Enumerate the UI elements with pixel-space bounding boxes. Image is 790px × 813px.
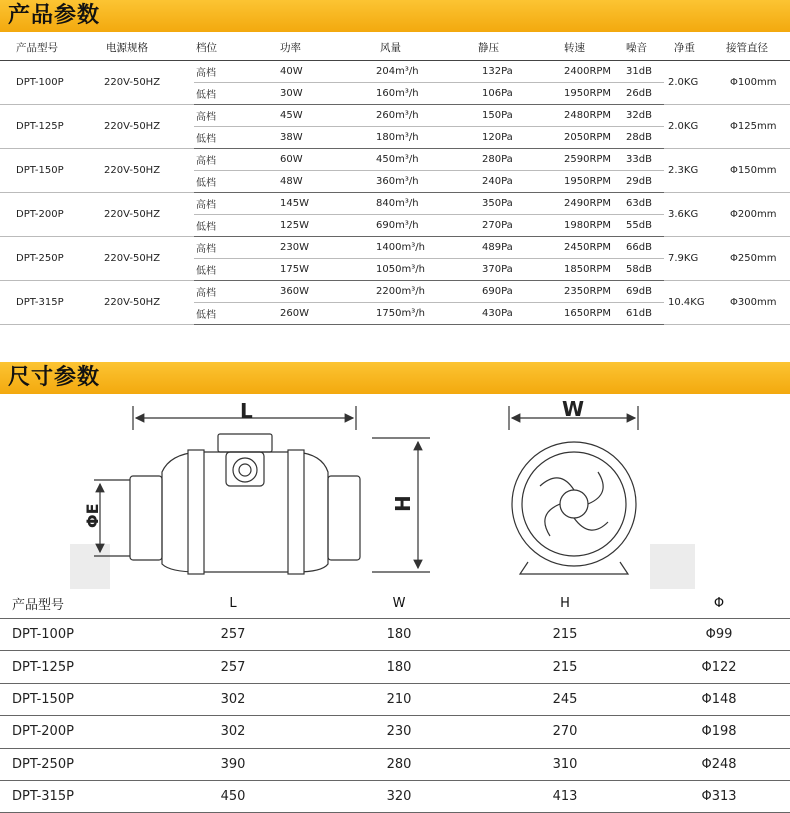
speed-cell: 1980RPM (536, 215, 622, 237)
dim-h-cell: 245 (482, 683, 648, 715)
dim-model-cell: DPT-125P (0, 651, 150, 683)
voltage-cell: 220V-50HZ (98, 105, 194, 149)
dim-header-diameter: Φ (648, 588, 790, 619)
table-row (0, 716, 790, 748)
spec-header-row (0, 34, 790, 61)
model-cell: DPT-100P (0, 61, 98, 105)
airflow-cell: 840m³/h (346, 193, 450, 215)
pipe-cell: Φ100mm (724, 61, 790, 105)
gear-cell: 低档 (194, 259, 274, 281)
table-row (0, 105, 790, 127)
pressure-cell: 350Pa (450, 193, 536, 215)
airflow-cell: 1050m³/h (346, 259, 450, 281)
dim-h-cell: 413 (482, 780, 648, 812)
dim-diameter-cell: Φ122 (648, 651, 790, 683)
gear-cell: 低档 (194, 303, 274, 325)
airflow-cell: 180m³/h (346, 127, 450, 149)
width-label: W (562, 397, 585, 421)
dim-diameter-cell: Φ148 (648, 683, 790, 715)
gear-cell: 高档 (194, 149, 274, 171)
noise-cell: 33dB (622, 149, 664, 171)
dim-header-model: 产品型号 (0, 588, 150, 619)
noise-cell: 28dB (622, 127, 664, 149)
length-label: L (240, 399, 253, 423)
dim-header-l: L (150, 588, 316, 619)
noise-cell: 55dB (622, 215, 664, 237)
diameter-label: ΦE (83, 503, 102, 528)
power-cell: 40W (274, 61, 346, 83)
fan-drawing (0, 394, 790, 594)
model-cell: DPT-315P (0, 281, 98, 325)
weight-cell: 2.3KG (664, 149, 724, 193)
airflow-cell: 204m³/h (346, 61, 450, 83)
pipe-cell: Φ150mm (724, 149, 790, 193)
pressure-cell: 270Pa (450, 215, 536, 237)
airflow-cell: 360m³/h (346, 171, 450, 193)
dim-header-w: W (316, 588, 482, 619)
speed-cell: 2490RPM (536, 193, 622, 215)
model-cell: DPT-200P (0, 193, 98, 237)
section-title-dimension-params: 尺寸参数 (0, 362, 790, 394)
dim-diameter-cell: Φ248 (648, 748, 790, 780)
pressure-cell: 489Pa (450, 237, 536, 259)
gear-cell: 高档 (194, 237, 274, 259)
gear-cell: 高档 (194, 281, 274, 303)
dim-model-cell: DPT-200P (0, 716, 150, 748)
pressure-cell: 430Pa (450, 303, 536, 325)
fan-drawing-svg (0, 394, 790, 594)
header-speed: 转速 (536, 34, 622, 61)
table-row (0, 281, 790, 303)
power-cell: 175W (274, 259, 346, 281)
dim-h-cell: 215 (482, 619, 648, 651)
weight-cell: 2.0KG (664, 61, 724, 105)
dim-w-cell: 230 (316, 716, 482, 748)
voltage-cell: 220V-50HZ (98, 149, 194, 193)
table-row (0, 619, 790, 651)
table-row (0, 651, 790, 683)
speed-cell: 2400RPM (536, 61, 622, 83)
gear-cell: 低档 (194, 215, 274, 237)
dim-w-cell: 180 (316, 651, 482, 683)
dimension-table (0, 588, 790, 813)
speed-cell: 2480RPM (536, 105, 622, 127)
dim-l-cell: 257 (150, 619, 316, 651)
spec-table (0, 34, 790, 325)
speed-cell: 1950RPM (536, 83, 622, 105)
gear-cell: 低档 (194, 127, 274, 149)
header-weight: 净重 (664, 34, 724, 61)
table-row (0, 683, 790, 715)
dim-l-cell: 257 (150, 651, 316, 683)
header-gear: 档位 (194, 34, 274, 61)
power-cell: 38W (274, 127, 346, 149)
speed-cell: 2590RPM (536, 149, 622, 171)
dimension-header-row (0, 588, 790, 619)
weight-cell: 7.9KG (664, 237, 724, 281)
noise-cell: 58dB (622, 259, 664, 281)
dim-h-cell: 310 (482, 748, 648, 780)
weight-cell: 2.0KG (664, 105, 724, 149)
header-noise: 噪音 (622, 34, 664, 61)
airflow-cell: 690m³/h (346, 215, 450, 237)
header-pressure: 静压 (450, 34, 536, 61)
model-cell: DPT-125P (0, 105, 98, 149)
header-power: 功率 (274, 34, 346, 61)
dim-model-cell: DPT-150P (0, 683, 150, 715)
speed-cell: 1650RPM (536, 303, 622, 325)
dim-model-cell: DPT-315P (0, 780, 150, 812)
power-cell: 60W (274, 149, 346, 171)
header-airflow: 风量 (346, 34, 450, 61)
gear-cell: 低档 (194, 171, 274, 193)
dim-l-cell: 302 (150, 716, 316, 748)
dim-l-cell: 302 (150, 683, 316, 715)
dim-diameter-cell: Φ313 (648, 780, 790, 812)
table-row (0, 61, 790, 83)
noise-cell: 26dB (622, 83, 664, 105)
pressure-cell: 280Pa (450, 149, 536, 171)
dim-w-cell: 180 (316, 619, 482, 651)
gear-cell: 高档 (194, 61, 274, 83)
noise-cell: 63dB (622, 193, 664, 215)
gear-cell: 高档 (194, 193, 274, 215)
speed-cell: 1950RPM (536, 171, 622, 193)
dim-h-cell: 270 (482, 716, 648, 748)
table-row (0, 237, 790, 259)
pressure-cell: 120Pa (450, 127, 536, 149)
weight-cell: 3.6KG (664, 193, 724, 237)
weight-cell: 10.4KG (664, 281, 724, 325)
speed-cell: 2350RPM (536, 281, 622, 303)
power-cell: 145W (274, 193, 346, 215)
dim-w-cell: 320 (316, 780, 482, 812)
dim-h-cell: 215 (482, 651, 648, 683)
noise-cell: 29dB (622, 171, 664, 193)
dim-model-cell: DPT-250P (0, 748, 150, 780)
noise-cell: 31dB (622, 61, 664, 83)
speed-cell: 2050RPM (536, 127, 622, 149)
pipe-cell: Φ300mm (724, 281, 790, 325)
table-row (0, 149, 790, 171)
speed-cell: 2450RPM (536, 237, 622, 259)
voltage-cell: 220V-50HZ (98, 61, 194, 105)
header-voltage: 电源规格 (98, 34, 194, 61)
dim-header-h: H (482, 588, 648, 619)
side-view (94, 406, 430, 574)
dim-model-cell: DPT-100P (0, 619, 150, 651)
speed-cell: 1850RPM (536, 259, 622, 281)
pressure-cell: 150Pa (450, 105, 536, 127)
model-cell: DPT-150P (0, 149, 98, 193)
noise-cell: 69dB (622, 281, 664, 303)
airflow-cell: 2200m³/h (346, 281, 450, 303)
front-view (509, 406, 638, 574)
airflow-cell: 160m³/h (346, 83, 450, 105)
airflow-cell: 1400m³/h (346, 237, 450, 259)
dim-w-cell: 210 (316, 683, 482, 715)
pressure-cell: 690Pa (450, 281, 536, 303)
dim-diameter-cell: Φ198 (648, 716, 790, 748)
noise-cell: 32dB (622, 105, 664, 127)
table-row (0, 193, 790, 215)
power-cell: 125W (274, 215, 346, 237)
table-row (0, 748, 790, 780)
voltage-cell: 220V-50HZ (98, 281, 194, 325)
voltage-cell: 220V-50HZ (98, 193, 194, 237)
airflow-cell: 450m³/h (346, 149, 450, 171)
power-cell: 45W (274, 105, 346, 127)
pressure-cell: 132Pa (450, 61, 536, 83)
pipe-cell: Φ250mm (724, 237, 790, 281)
pipe-cell: Φ125mm (724, 105, 790, 149)
noise-cell: 66dB (622, 237, 664, 259)
height-label: H (391, 495, 415, 512)
power-cell: 260W (274, 303, 346, 325)
dim-diameter-cell: Φ99 (648, 619, 790, 651)
power-cell: 360W (274, 281, 346, 303)
power-cell: 30W (274, 83, 346, 105)
noise-cell: 61dB (622, 303, 664, 325)
gear-cell: 低档 (194, 83, 274, 105)
section-title-product-params: 产品参数 (0, 0, 790, 32)
airflow-cell: 1750m³/h (346, 303, 450, 325)
dim-w-cell: 280 (316, 748, 482, 780)
pressure-cell: 240Pa (450, 171, 536, 193)
pipe-cell: Φ200mm (724, 193, 790, 237)
airflow-cell: 260m³/h (346, 105, 450, 127)
gear-cell: 高档 (194, 105, 274, 127)
header-model: 产品型号 (0, 34, 98, 61)
pressure-cell: 106Pa (450, 83, 536, 105)
model-cell: DPT-250P (0, 237, 98, 281)
voltage-cell: 220V-50HZ (98, 237, 194, 281)
pressure-cell: 370Pa (450, 259, 536, 281)
dim-l-cell: 390 (150, 748, 316, 780)
table-row (0, 780, 790, 812)
dim-l-cell: 450 (150, 780, 316, 812)
power-cell: 230W (274, 237, 346, 259)
header-pipe: 接管直径 (724, 34, 790, 61)
power-cell: 48W (274, 171, 346, 193)
